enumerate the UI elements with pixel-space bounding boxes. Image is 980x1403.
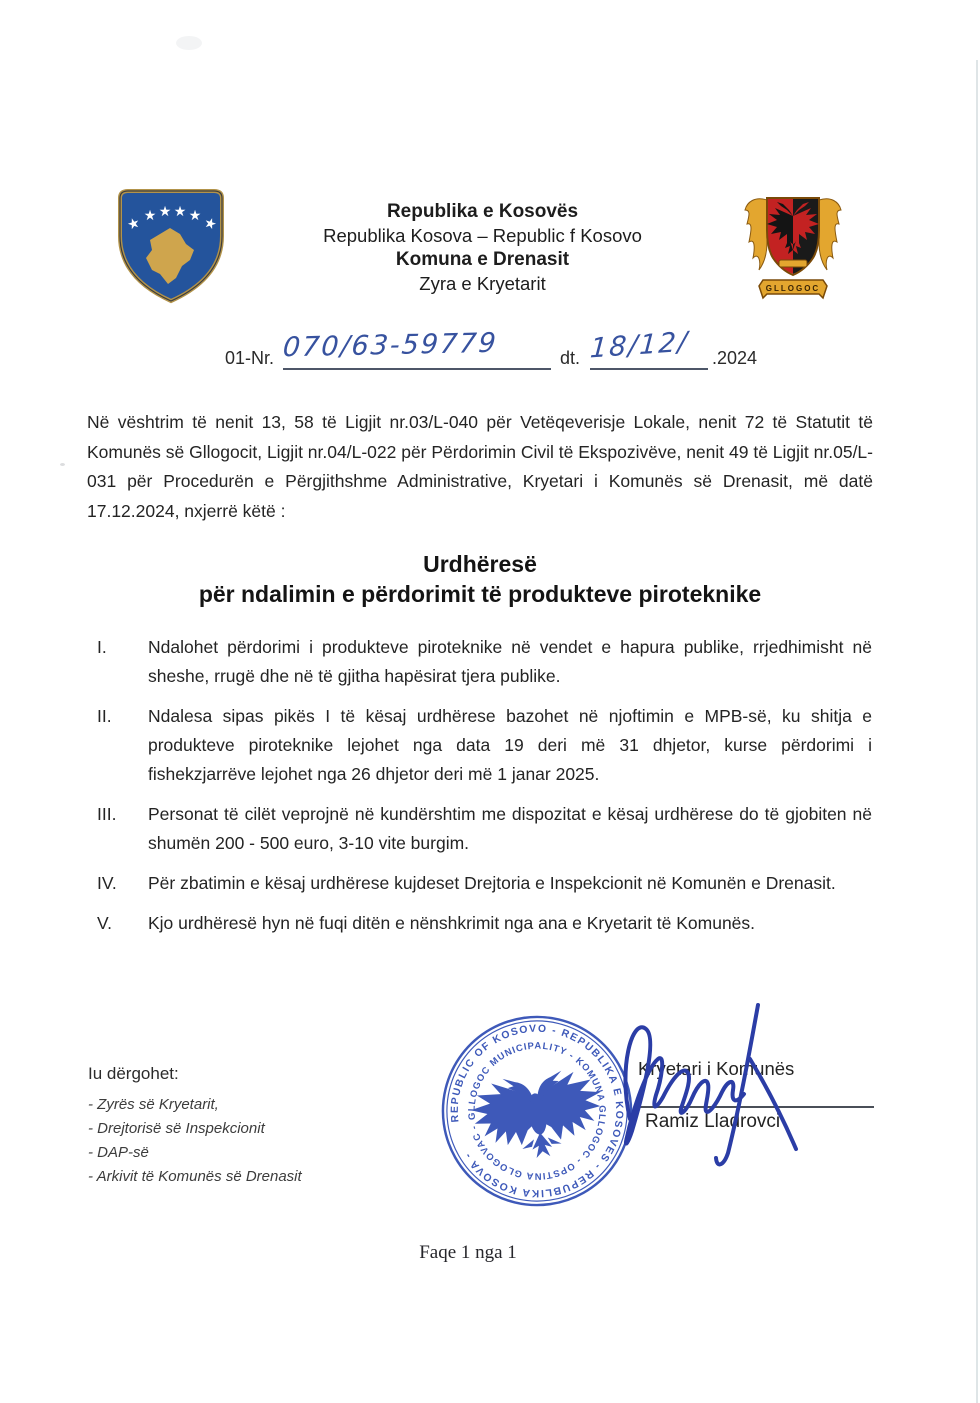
item-numeral: IV. [97,873,117,893]
handwritten-reference-number: 070/63-59779 [281,327,499,364]
year-label: .2024 [712,348,758,368]
svg-text:★: ★ [158,204,172,220]
item-numeral: V. [97,913,112,933]
svg-text:★: ★ [143,208,157,224]
distribution-item: - Drejtorisë së Inspekcionit [88,1120,265,1137]
handwritten-signature [600,997,815,1177]
item-text: Kjo urdhëresë hyn në fuqi ditën e nënshkrimit nga ana e Kryetarit të Komunës. [148,913,756,933]
page-number-footer: Faqe 1 nga 1 [419,1242,517,1263]
item-numeral: III. [97,804,117,824]
scan-edge-artifact [976,60,978,1403]
distribution-heading: Iu dërgohet: [88,1064,179,1083]
stamp-inner-ring-text: GLLOGOC MUNICIPALITY - KOMUNA GLLOGOC - OPSTINA GLOGOVAC - [465,1039,609,1183]
order-item-1 [97,633,872,691]
title-line2: për ndalimin e përdorimit të produkteve piroteknike [198,581,762,607]
order-item-4 [97,869,872,898]
stamp-outer-ring-text: REPUBLIC OF KOSOVO - REPUBLIKA E KOSOVES - REPUBLIKA KOSOVA - [449,1023,625,1199]
signatory-title: Kryetari i Komunës [638,1058,795,1079]
signatory-name: Ramiz Lladrovci [645,1111,781,1132]
header-municipality: Komuna e Drenasit [395,249,570,270]
header-republic-line: Republika e Kosovës [386,201,579,222]
header-office: Zyra e Kryetarit [419,273,546,294]
svg-text:★: ★ [125,214,143,234]
document-title [0,549,960,609]
item-numeral: I. [97,637,107,657]
svg-text:★: ★ [188,208,202,224]
reference-number-field [281,327,551,370]
date-label: dt. [560,348,581,368]
distribution-list [88,1064,388,1189]
order-item-2 [97,702,872,789]
scan-smudge-artifact [176,36,202,50]
title-line1: Urdhëresë [423,551,537,577]
item-text: Ndalohet përdorimi i produkteve piroteknike në vendet e hapura publike, rrjedhimisht në sheshe, rrugë dhe në të gjitha hapësirat tjera publike. [148,637,872,686]
gllogoc-banner-text: GLLOGOC [765,284,821,293]
handwritten-date: 18/12/ [589,326,690,365]
svg-text:★: ★ [201,214,219,234]
header-republic-translations: Republika Kosova – Republic f Kosovo [323,225,642,246]
distribution-item: - DAP-së [88,1144,149,1161]
reference-line [0,326,980,380]
item-numeral: II. [97,706,112,726]
legal-basis-paragraph: Në vështrim të nenit 13, 58 të Ligjit nr.03/L-040 për Vetëqeverisje Lokale, nenit 72 të Statutit të Komunës së Gllogocit, Ligjit nr.04/L-022 për Përdorimin Civil të Ekspozivëve, nenit 49 të Ligjit nr.05/L-031 për Procedurën e Përgjithshme Administrative, Kryetari i Komunës së Drenasit, më datë 17.12.2024, nxjerrë këtë : [87,412,873,521]
item-text: Personat të cilët veprojnë në kundërshtim me dispozitat e kësaj urdhërese do të gjobiten në shumën 200 - 500 euro, 3-10 vite burgim. [148,804,872,853]
header-block [200,200,765,296]
order-item-3 [97,800,872,858]
svg-text:★: ★ [173,204,187,220]
distribution-item: - Zyrës së Kryetarit, [88,1096,219,1113]
item-text: Për zbatimin e kësaj urdhërese kujdeset Drejtoria e Inspekcionit në Komunën e Drenasit. [148,873,836,893]
item-text: Ndalesa sipas pikës I të kësaj urdhërese bazohet në njoftimin e MPB-së, ku shitja e produkteve piroteknike lejohet nga data 19 deri më 31 dhjetor, kurse përdorimi i fishekzjarrëve lejohet nga 26 dhjetor deri më 1 janar 2025. [148,706,872,784]
order-items [97,633,872,949]
date-field [589,326,708,370]
reference-prefix: 01-Nr. [225,348,275,368]
distribution-item: - Arkivit të Komunës së Drenasit [88,1168,302,1185]
scan-dot-artifact [60,463,65,466]
order-item-5 [97,909,872,938]
